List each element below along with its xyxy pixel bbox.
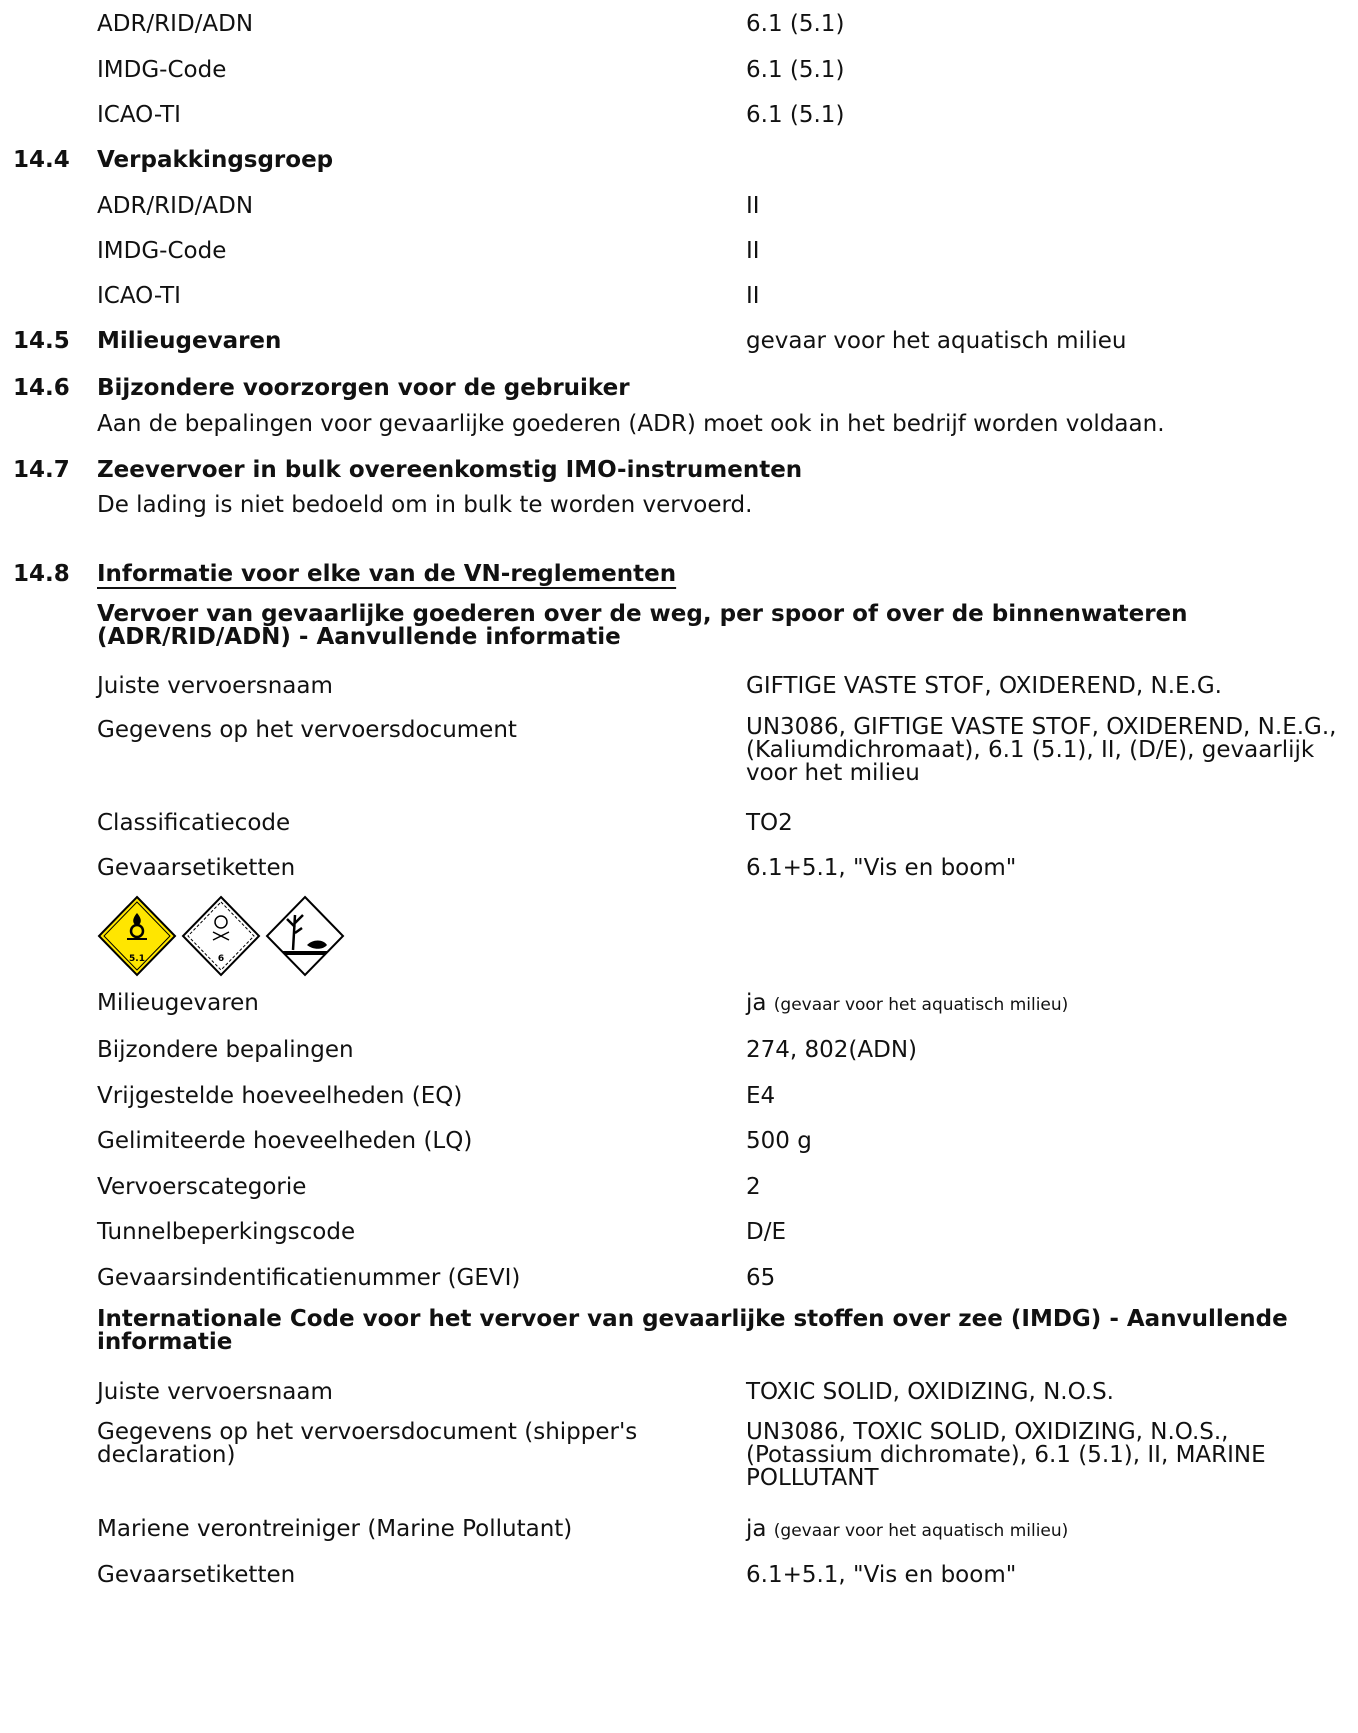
row-label: Mariene verontreiniger (Marine Pollutant) (97, 1516, 573, 1542)
row-value: 2 (746, 1174, 761, 1200)
value-note: (gevaar voor het aquatisch milieu) (773, 1521, 1069, 1541)
value-main: ja (746, 1516, 767, 1542)
row-value: 65 (746, 1265, 776, 1291)
value-note: (gevaar voor het aquatisch milieu) (773, 995, 1069, 1015)
section-title: Verpakkingsgroep (97, 147, 334, 173)
row-value (746, 989, 1068, 1019)
row-label: ADR/RID/ADN (97, 193, 254, 219)
row-value: UN3086, GIFTIGE VASTE STOF, OXIDEREND, N.E.G., (Kaliumdichromaat), 6.1 (5.1), II, (D/E), gevaarlijk voor het milieu (746, 714, 1337, 786)
row-value: 6.1 (5.1) (746, 102, 845, 128)
row-label: ICAO-TI (97, 102, 181, 128)
section-title: Bijzondere voorzorgen voor de gebruiker (97, 375, 630, 401)
value-main: ja (746, 990, 767, 1016)
row-label: Vervoerscategorie (97, 1174, 307, 1200)
section-title: Informatie voor elke van de VN-reglementen (97, 561, 677, 587)
section-number: 14.5 (13, 328, 70, 354)
paragraph: Aan de bepalingen voor gevaarlijke goederen (ADR) moet ook in het bedrijf worden voldaan. (97, 411, 1165, 437)
section-number: 14.7 (13, 457, 70, 483)
section-title: Zeevervoer in bulk overeenkomstig IMO-instrumenten (97, 457, 803, 483)
row-value (746, 1515, 1068, 1545)
section-number: 14.4 (13, 147, 70, 173)
row-value: TOXIC SOLID, OXIDIZING, N.O.S. (746, 1379, 1114, 1405)
row-label: Gelimiteerde hoeveelheden (LQ) (97, 1128, 473, 1154)
row-value: 6.1 (5.1) (746, 57, 845, 83)
row-label: ADR/RID/ADN (97, 11, 254, 37)
environment-diamond-icon (267, 897, 343, 975)
section-number: 14.6 (13, 375, 70, 401)
row-value: II (746, 238, 760, 264)
row-label: Vrijgestelde hoeveelheden (EQ) (97, 1083, 463, 1109)
row-label: Tunnelbeperkingscode (97, 1219, 356, 1245)
row-value: 6.1+5.1, "Vis en boom" (746, 855, 1017, 881)
row-value: D/E (746, 1219, 786, 1245)
row-label: Bijzondere bepalingen (97, 1037, 354, 1063)
row-label: ICAO-TI (97, 283, 181, 309)
row-label: Gevaarsetiketten (97, 1562, 296, 1588)
row-value: TO2 (746, 810, 793, 836)
row-value: II (746, 193, 760, 219)
row-label: Classificatiecode (97, 810, 291, 836)
paragraph: De lading is niet bedoeld om in bulk te worden vervoerd. (97, 492, 753, 518)
hazard-label-set (97, 895, 347, 977)
oxidizer-class-label: 5.1 (129, 954, 145, 964)
hazard-pictograms (97, 895, 347, 977)
row-value: E4 (746, 1083, 776, 1109)
row-label: Gegevens op het vervoersdocument (97, 717, 517, 743)
row-value: GIFTIGE VASTE STOF, OXIDEREND, N.E.G. (746, 673, 1222, 699)
row-value: UN3086, TOXIC SOLID, OXIDIZING, N.O.S., (Potassium dichromate), 6.1 (5.1), II, MARINE POLLUTANT (746, 1419, 1266, 1491)
row-label: IMDG-Code (97, 238, 227, 264)
row-value: 500 g (746, 1128, 812, 1154)
row-value: 274, 802(ADN) (746, 1037, 918, 1063)
imdg-subsection-title: Internationale Code voor het vervoer van gevaarlijke stoffen over zee (IMDG) - Aanvullende informatie (97, 1306, 1288, 1355)
row-label: Juiste vervoersnaam (97, 1379, 333, 1405)
row-label: Gegevens op het vervoersdocument (shipper's declaration) (97, 1419, 638, 1468)
section-title: Milieugevaren (97, 328, 282, 354)
toxic-diamond-icon (183, 897, 259, 975)
row-label: Milieugevaren (97, 990, 259, 1016)
row-label: Gevaarsindentificatienummer (GEVI) (97, 1265, 521, 1291)
row-value: gevaar voor het aquatisch milieu (746, 328, 1127, 354)
row-label: Gevaarsetiketten (97, 855, 296, 881)
oxidizer-diamond-icon (99, 897, 175, 975)
row-label: IMDG-Code (97, 57, 227, 83)
row-value: 6.1+5.1, "Vis en boom" (746, 1562, 1017, 1588)
row-value: II (746, 283, 760, 309)
section-number: 14.8 (13, 561, 70, 587)
row-value: 6.1 (5.1) (746, 11, 845, 37)
toxic-class-label: 6 (217, 954, 225, 964)
row-label: Juiste vervoersnaam (97, 673, 333, 699)
adr-subsection-title: Vervoer van gevaarlijke goederen over de weg, per spoor of over de binnenwateren (ADR/RID/ADN) - Aanvullende informatie (97, 601, 1188, 650)
